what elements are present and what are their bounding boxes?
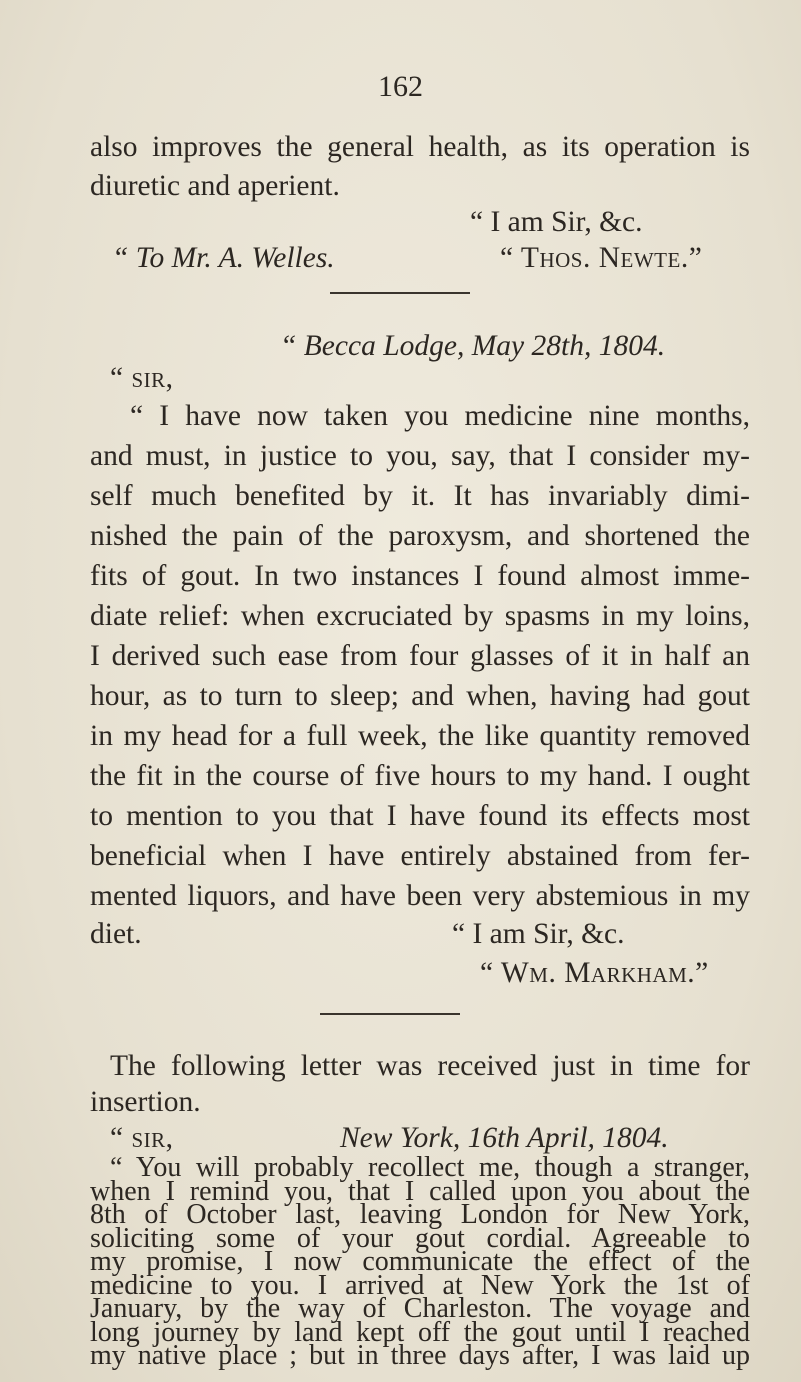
following-line-2: insertion. — [90, 1086, 201, 1118]
markham-line: “ I have now taken you medicine nine months, — [130, 400, 750, 432]
newyork-line: my native place ; but in three days after, I was laid up — [90, 1340, 750, 1371]
welles-addressee: “ To Mr. A. Welles. — [112, 242, 335, 274]
section-divider-2 — [320, 1013, 460, 1015]
markham-dateline: “ Becca Lodge, May 28th, 1804. — [280, 330, 666, 362]
markham-line: nished the pain of the paroxysm, and shortened the — [90, 520, 750, 552]
intro-line-2: diuretic and aperient. — [90, 170, 340, 202]
newyork-line: when I remind you, that I called upon you about the — [90, 1175, 750, 1207]
newyork-dateline: New York, 16th April, 1804. — [340, 1122, 669, 1154]
markham-signature: “ Wm. Markham.” — [480, 957, 709, 989]
markham-line: to mention to you that I have found its effects most — [90, 800, 750, 832]
markham-line: fits of gout. In two instances I found almost imme- — [90, 560, 750, 592]
page-number: 162 — [378, 70, 423, 103]
markham-last-line: diet. — [90, 918, 142, 950]
markham-line: beneficial when I have entirely abstained from fer- — [90, 840, 750, 872]
markham-closing: “ I am Sir, &c. — [452, 918, 625, 950]
newyork-salutation: “ sir, — [110, 1122, 174, 1154]
newyork-line: soliciting some of your gout cordial. Agreeable to — [90, 1222, 750, 1254]
newyork-line: my promise, I now communicate the effect of the — [90, 1246, 750, 1277]
newyork-line: long journey by land kept off the gout until I reached — [90, 1316, 750, 1348]
markham-line: mented liquors, and have been very abstemious in my — [90, 880, 750, 912]
intro-line-1: also improves the general health, as its operation is — [90, 131, 750, 163]
markham-line: self much benefited by it. It has invariably dimi- — [90, 480, 750, 512]
welles-signature: “ Thos. Newte.” — [500, 242, 703, 274]
markham-line: diate relief: when excruciated by spasms in my loins, — [90, 600, 750, 632]
following-line-1: The following letter was received just in time for — [110, 1050, 750, 1082]
newyork-line: 8th of October last, leaving London for New York, — [90, 1199, 750, 1230]
newyork-line: January, by the way of Charleston. The voyage and — [90, 1293, 750, 1324]
markham-line: and must, in justice to you, say, that I consider my- — [90, 440, 750, 472]
markham-line: hour, as to turn to sleep; and when, having had gout — [90, 680, 750, 712]
newyork-line: medicine to you. I arrived at New York the 1st of — [90, 1269, 750, 1301]
markham-line: the fit in the course of five hours to my hand. I ought — [90, 760, 750, 792]
markham-line: in my head for a full week, the like quantity removed — [90, 720, 750, 752]
section-divider-1 — [330, 292, 470, 294]
welles-closing: “ I am Sir, &c. — [470, 206, 643, 238]
markham-line: I derived such ease from four glasses of it in half an — [90, 640, 750, 672]
markham-salutation: “ sir, — [110, 362, 174, 394]
newyork-line: “ You will probably recollect me, though a stranger, — [110, 1152, 750, 1183]
